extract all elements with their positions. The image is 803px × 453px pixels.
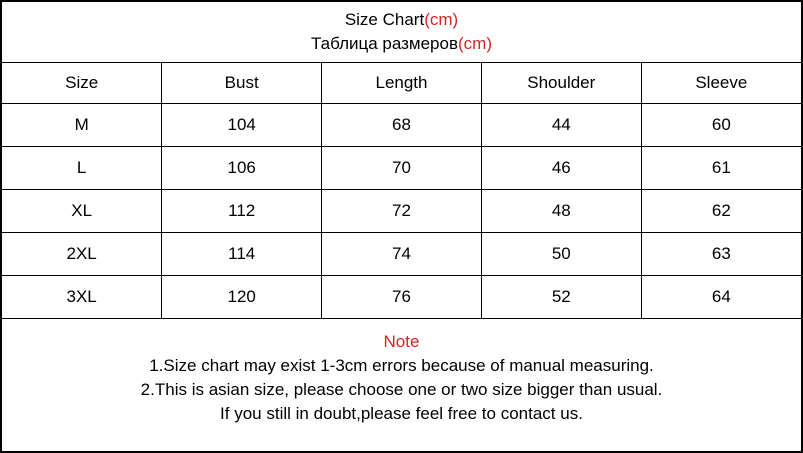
size-table xyxy=(2,63,801,319)
col-header-size: Size xyxy=(2,63,162,104)
cell-sleeve: 61 xyxy=(641,147,801,190)
cell-bust: 106 xyxy=(162,147,322,190)
cell-length: 70 xyxy=(322,147,482,190)
cell-shoulder: 46 xyxy=(481,147,641,190)
col-header-bust: Bust xyxy=(162,63,322,104)
cell-length: 72 xyxy=(322,190,482,233)
title-ru-text: Таблица размеров xyxy=(311,34,458,53)
chart-title-block xyxy=(2,2,801,63)
chart-title-en xyxy=(345,8,458,32)
cell-shoulder: 48 xyxy=(481,190,641,233)
cell-shoulder: 52 xyxy=(481,276,641,319)
cell-bust: 114 xyxy=(162,233,322,276)
note-line-2: 2.This is asian size, please choose one or two size bigger than usual. xyxy=(140,380,663,399)
note-line-1: 1.Size chart may exist 1-3cm errors because of manual measuring. xyxy=(149,356,654,375)
cell-sleeve: 62 xyxy=(641,190,801,233)
col-header-length: Length xyxy=(322,63,482,104)
table-row-m xyxy=(2,104,801,147)
cell-bust: 112 xyxy=(162,190,322,233)
table-row-l xyxy=(2,147,801,190)
title-ru-unit: (cm) xyxy=(458,34,492,53)
cell-length: 68 xyxy=(322,104,482,147)
cell-length: 74 xyxy=(322,233,482,276)
cell-sleeve: 60 xyxy=(641,104,801,147)
cell-shoulder: 50 xyxy=(481,233,641,276)
title-en-text: Size Chart xyxy=(344,10,425,29)
table-header-row xyxy=(2,63,801,104)
col-header-shoulder: Shoulder xyxy=(481,63,641,104)
cell-size: XL xyxy=(2,190,162,233)
cell-length: 76 xyxy=(322,276,482,319)
table-row-2xl xyxy=(2,233,801,276)
cell-bust: 120 xyxy=(162,276,322,319)
note-section xyxy=(2,319,801,426)
cell-size: 2XL xyxy=(2,233,162,276)
cell-sleeve: 63 xyxy=(641,233,801,276)
cell-size: M xyxy=(2,104,162,147)
cell-sleeve: 64 xyxy=(641,276,801,319)
cell-size: L xyxy=(2,147,162,190)
cell-size: 3XL xyxy=(2,276,162,319)
chart-title-ru xyxy=(311,32,492,56)
cell-bust: 104 xyxy=(162,104,322,147)
cell-shoulder: 44 xyxy=(481,104,641,147)
title-en-unit: (cm) xyxy=(424,10,459,29)
table-row-xl xyxy=(2,190,801,233)
table-row-3xl xyxy=(2,276,801,319)
col-header-sleeve: Sleeve xyxy=(641,63,801,104)
note-title: Note xyxy=(383,332,420,351)
note-line-3: If you still in doubt,please feel free to contact us. xyxy=(220,404,583,423)
